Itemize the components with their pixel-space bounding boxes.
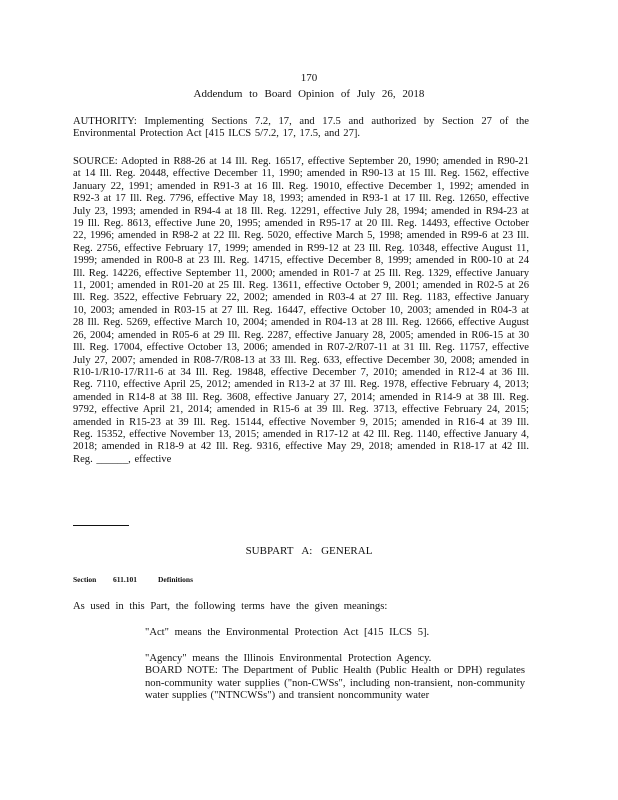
- section-heading: [73, 575, 193, 584]
- subpart-heading: SUBPART A: GENERAL: [245, 545, 373, 557]
- authority-paragraph: AUTHORITY: Implementing Sections 7.2, 17, and 17.5 and authorized by Section 27 of the Environmental Protection Act [415 ILCS 5/7.2, 17, 17.5, and 27].: [73, 116, 529, 140]
- source-paragraph: SOURCE: Adopted in R88-26 at 14 Ill. Reg. 16517, effective September 20, 1990; amended in R90-21 at 14 Ill. Reg. 20448, effective December 11, 1990; amended in R90-13 at 15 Ill. Reg. 1562, effective January 22, 1991; amended in R91-3 at 16 Ill. Reg. 19010, effective December 1, 1992; amended in R92-3 at 17 Ill. Reg. 7796, effective May 18, 1993; amended in R93-1 at 17 Ill. Reg. 12650, effective July 23, 1993; amended in R94-4 at 18 Ill. Reg. 12291, effective July 28, 1994; amended in R94-23 at 19 Ill. Reg. 8613, effective June 20, 1995; amended in R95-17 at 20 Ill. Reg. 14493, effective October 22, 1996; amended in R98-2 at 22 Ill. Reg. 5020, effective March 5, 1998; amended in R99-6 at 23 Ill. Reg. 2756, effective February 17, 1999; amended in R99-12 at 23 Ill. Reg. 10348, effective August 11, 1999; amended in R00-8 at 23 Ill. Reg. 14715, effective December 8, 1999; amended in R00-10 at 24 Ill. Reg. 14226, effective September 11, 2000; amended in R01-7 at 25 Ill. Reg. 1329, effective January 11, 2001; amended in R01-20 at 25 Ill. Reg. 13611, effective October 9, 2001; amended in R02-5 at 26 Ill. Reg. 3522, effective February 22, 2002; amended in R03-4 at 27 Ill. Reg. 1183, effective January 10, 2003; amended in R03-15 at 27 Ill. Reg. 16447, effective October 10, 2003; amended in R04-3 at 28 Ill. Reg. 5269, effective March 10, 2004; amended in R04-13 at 28 Ill. Reg. 12666, effective August 26, 2004; amended in R05-6 at 29 Ill. Reg. 2287, effective January 28, 2005; amended in R06-15 at 30 Ill. Reg. 17004, effective October 13, 2006; amended in R07-2/R07-11 at 31 Ill. Reg. 11757, effective July 27, 2007; amended in R08-7/R08-13 at 33 Ill. Reg. 633, effective December 30, 2008; amended in R10-1/R10-17/R11-6 at 34 Ill. Reg. 19848, effective December 7, 2010; amended in R12-4 at 36 Ill. Reg. 7110, effective April 25, 2012; amended in R13-2 at 37 Ill. Reg. 1978, effective February 4, 2013; amended in R14-8 at 38 Ill. Reg. 3608, effective January 27, 2014; amended in R14-9 at 38 Ill. Reg. 9792, effective April 21, 2014; amended in R15-6 at 39 Ill. Reg. 3713, effective February 24, 2015; amended in R15-23 at 39 Ill. Reg. 15144, effective November 9, 2015; amended in R16-4 at 39 Ill. Reg. 15352, effective November 13, 2015; amended in R17-12 at 42 Ill. Reg. 1140, effective January 4, 2018; amended in R18-9 at 42 Ill. Reg. 9316, effective May 29, 2018; amended in R18-17 at 42 Ill. Reg. ______, effective: [73, 156, 529, 465]
- definition-agency: [145, 653, 525, 703]
- definition-agency-text: "Agency" means the Illinois Environmental Protection Agency.: [145, 653, 432, 664]
- addendum-heading: Addendum to Board Opinion of July 26, 2018: [193, 88, 425, 100]
- page-number: 170: [300, 72, 318, 84]
- section-label: Section: [73, 575, 97, 584]
- board-note: BOARD NOTE: The Department of Public Health (Public Health or DPH) regulates non-community water supplies ("non-CWSs", including non-transient, non-community water supplies ("NTNCWSs") and transient noncommunity water: [145, 665, 525, 702]
- section-title: Definitions: [158, 575, 194, 584]
- section-number: 611.101: [113, 575, 137, 584]
- divider-line: [73, 525, 129, 526]
- definition-act: "Act" means the Environmental Protection Act [415 ILCS 5].: [145, 627, 430, 638]
- intro-sentence: As used in this Part, the following terms have the given meanings:: [73, 601, 388, 612]
